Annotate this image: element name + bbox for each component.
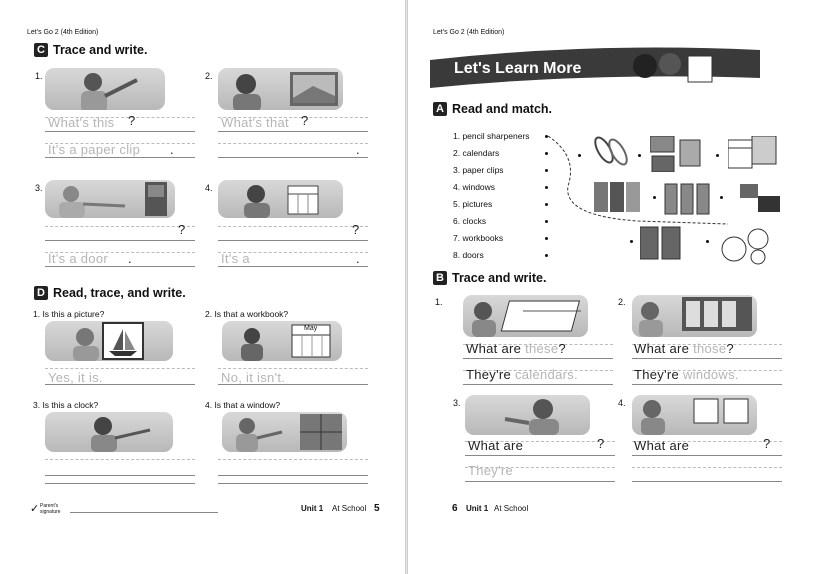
item-number: 3. <box>453 398 461 408</box>
writing-lines <box>218 455 368 485</box>
word-item: 4. windows <box>453 182 496 192</box>
section-badge: B <box>433 271 447 285</box>
item-number: 4. <box>205 183 213 193</box>
match-dot[interactable] <box>716 154 719 157</box>
item-number: 2. <box>205 71 213 81</box>
period-mark: . <box>170 142 174 157</box>
clocks-picture <box>716 225 772 265</box>
section-title: Trace and write. <box>53 43 148 57</box>
section-b-heading <box>433 271 546 285</box>
word-list <box>453 128 530 264</box>
edition-label: Let's Go 2 (4th Edition) <box>27 29 99 36</box>
section-badge: C <box>34 43 48 57</box>
item-number: 1. <box>35 71 43 81</box>
section-title: Trace and write. <box>452 271 547 285</box>
page-number: 6 <box>452 503 458 514</box>
section-badge: D <box>34 286 48 300</box>
section-badge: A <box>433 102 447 116</box>
word-item: 6. clocks <box>453 216 487 226</box>
question-mark: ? <box>178 222 186 237</box>
example-match-line <box>548 136 748 226</box>
question-mark: ? <box>726 341 734 356</box>
word-item: 5. pictures <box>453 199 493 209</box>
windows-picture <box>640 225 682 261</box>
match-dot[interactable] <box>545 254 548 257</box>
right-page <box>408 0 814 574</box>
section-d-heading <box>34 286 186 300</box>
trace-text: Yes, it is. <box>48 370 103 385</box>
question-mark: ? <box>128 113 136 128</box>
writing-lines <box>45 455 195 485</box>
trace-text: What's that <box>221 115 289 130</box>
trace-text: windows. <box>682 367 739 382</box>
trace-text: these <box>525 341 559 356</box>
signature-line <box>70 512 218 513</box>
calendars-picture <box>728 136 778 172</box>
sentence-line <box>634 367 739 382</box>
girl-with-picture-illustration <box>45 321 173 361</box>
sentence-line <box>466 367 578 382</box>
workbooks-picture <box>594 180 642 214</box>
question-mark: ? <box>597 436 605 451</box>
word-item: 8. doors <box>453 250 484 260</box>
boy-and-pictures-illustration <box>632 395 757 435</box>
match-dot[interactable] <box>630 240 633 243</box>
match-dot[interactable] <box>706 240 709 243</box>
prompt-text: What are <box>466 341 526 356</box>
unit-label: Unit 1 <box>466 504 489 513</box>
boy-pointing-illustration <box>45 68 165 110</box>
boy-with-may-calendar-illustration <box>222 321 342 361</box>
period-mark: . <box>128 251 132 266</box>
prompt-text: They're <box>634 367 683 382</box>
prompt-text: What are <box>468 438 524 453</box>
prompt-text: They're <box>466 367 515 382</box>
item-number: 1. <box>435 297 443 307</box>
match-dot[interactable] <box>578 154 581 157</box>
item-number: 2. <box>618 297 626 307</box>
word-item: 3. paper clips <box>453 165 504 175</box>
trace-text: It's a <box>221 251 250 266</box>
question-mark: ? <box>763 436 771 451</box>
period-mark: . <box>356 142 360 157</box>
page-number: 5 <box>374 503 380 514</box>
unit-label: Unit 1 <box>301 504 324 513</box>
trace-text: No, it isn't. <box>221 370 286 385</box>
unit-topic: At School <box>332 504 367 513</box>
section-title: Read, trace, and write. <box>53 286 186 300</box>
question-text: 4. Is that a window? <box>205 400 281 410</box>
question-text: 2. Is that a workbook? <box>205 309 289 319</box>
trace-text: They're <box>468 463 514 478</box>
lets-learn-more-banner <box>430 42 770 90</box>
match-dot[interactable] <box>638 154 641 157</box>
girl-and-door-illustration <box>45 180 175 218</box>
word-item: 7. workbooks <box>453 233 504 243</box>
question-mark: ? <box>352 222 360 237</box>
question-text: 3. Is this a clock? <box>33 400 99 410</box>
edition-label: Let's Go 2 (4th Edition) <box>433 29 505 36</box>
prompt-text: What are <box>634 341 694 356</box>
section-c-heading <box>34 43 147 57</box>
item-number: 4. <box>618 398 626 408</box>
match-dot[interactable] <box>720 196 723 199</box>
checkmark-icon: ✓ <box>30 503 40 515</box>
match-dot[interactable] <box>545 237 548 240</box>
trace-text: It's a paper clip <box>48 142 141 157</box>
section-a-heading <box>433 102 552 116</box>
match-dot[interactable] <box>653 196 656 199</box>
trace-text: calendars. <box>514 367 578 382</box>
doors-picture <box>663 182 713 216</box>
unit-topic: At School <box>494 504 529 513</box>
trace-text: It's a door <box>48 251 108 266</box>
boy-and-calendar-illustration <box>218 180 343 218</box>
question-text: 1. Is this a picture? <box>33 309 105 319</box>
item-number: 3. <box>35 183 43 193</box>
banner-title: Let's Learn More <box>454 60 582 77</box>
boy-and-window-illustration <box>222 412 347 452</box>
word-item: 2. calendars <box>453 148 500 158</box>
trace-text: those <box>693 341 727 356</box>
pictures-image <box>650 136 710 172</box>
paper-clips-picture <box>590 134 632 170</box>
left-page <box>0 0 406 574</box>
calendar-month: May <box>304 325 318 332</box>
section-title: Read and match. <box>452 102 553 116</box>
woman-gesturing-illustration <box>465 395 590 435</box>
sentence-line <box>466 341 566 356</box>
period-mark: . <box>356 251 360 266</box>
boy-with-windows-illustration <box>632 295 757 337</box>
prompt-text: What are <box>634 438 690 453</box>
question-mark: ? <box>301 113 309 128</box>
word-item: 1. pencil sharpeners <box>453 131 530 141</box>
parent-signature-label: Parent's signature <box>40 503 61 515</box>
girl-and-window-illustration <box>218 68 343 110</box>
girl-with-calendars-illustration <box>463 295 588 337</box>
pencil-sharpeners-picture <box>736 182 784 216</box>
girl-pointing-illustration <box>45 412 173 452</box>
question-mark: ? <box>558 341 566 356</box>
trace-text: What's this <box>48 115 115 130</box>
sentence-line <box>634 341 734 356</box>
